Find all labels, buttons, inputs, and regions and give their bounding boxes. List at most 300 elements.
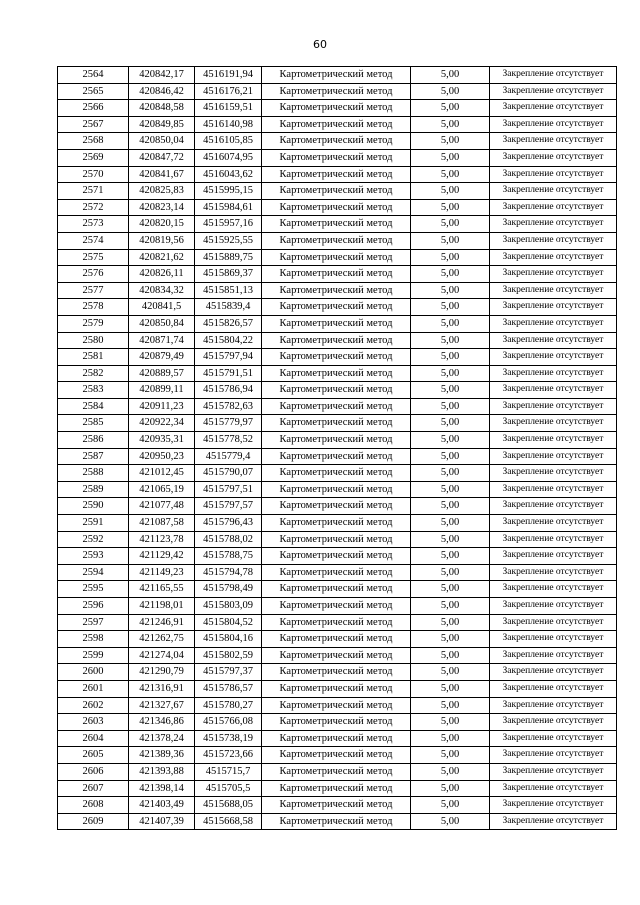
method-cell: Картометрический метод bbox=[262, 83, 411, 100]
y-coordinate-cell: 4515851,13 bbox=[195, 282, 262, 299]
status-cell: Закрепление отсутствует bbox=[490, 481, 617, 498]
point-number-cell: 2595 bbox=[58, 581, 129, 598]
method-cell: Картометрический метод bbox=[262, 282, 411, 299]
point-number-cell: 2586 bbox=[58, 432, 129, 449]
table-row bbox=[58, 315, 617, 332]
x-coordinate-cell: 421327,67 bbox=[129, 697, 195, 714]
status-cell: Закрепление отсутствует bbox=[490, 515, 617, 532]
table-row bbox=[58, 183, 617, 200]
point-number-cell: 2591 bbox=[58, 515, 129, 532]
y-coordinate-cell: 4515723,66 bbox=[195, 747, 262, 764]
status-cell: Закрепление отсутствует bbox=[490, 249, 617, 266]
point-number-cell: 2569 bbox=[58, 149, 129, 166]
y-coordinate-cell: 4515804,52 bbox=[195, 614, 262, 631]
accuracy-cell: 5,00 bbox=[411, 680, 490, 697]
y-coordinate-cell: 4515715,7 bbox=[195, 763, 262, 780]
table-row bbox=[58, 714, 617, 731]
point-number-cell: 2589 bbox=[58, 481, 129, 498]
accuracy-cell: 5,00 bbox=[411, 763, 490, 780]
method-cell: Картометрический метод bbox=[262, 631, 411, 648]
table-row bbox=[58, 780, 617, 797]
point-number-cell: 2587 bbox=[58, 448, 129, 465]
method-cell: Картометрический метод bbox=[262, 166, 411, 183]
page-number: 60 bbox=[313, 38, 327, 51]
status-cell: Закрепление отсутствует bbox=[490, 415, 617, 432]
y-coordinate-cell: 4515995,15 bbox=[195, 183, 262, 200]
accuracy-cell: 5,00 bbox=[411, 747, 490, 764]
y-coordinate-cell: 4515804,16 bbox=[195, 631, 262, 648]
x-coordinate-cell: 421262,75 bbox=[129, 631, 195, 648]
point-number-cell: 2576 bbox=[58, 266, 129, 283]
point-number-cell: 2577 bbox=[58, 282, 129, 299]
table-row bbox=[58, 515, 617, 532]
x-coordinate-cell: 421065,19 bbox=[129, 481, 195, 498]
status-cell: Закрепление отсутствует bbox=[490, 730, 617, 747]
status-cell: Закрепление отсутствует bbox=[490, 664, 617, 681]
x-coordinate-cell: 420841,5 bbox=[129, 299, 195, 316]
x-coordinate-cell: 421403,49 bbox=[129, 797, 195, 814]
point-number-cell: 2600 bbox=[58, 664, 129, 681]
status-cell: Закрепление отсутствует bbox=[490, 166, 617, 183]
point-number-cell: 2579 bbox=[58, 315, 129, 332]
accuracy-cell: 5,00 bbox=[411, 199, 490, 216]
table-row bbox=[58, 415, 617, 432]
coordinates-table bbox=[57, 66, 617, 830]
method-cell: Картометрический метод bbox=[262, 232, 411, 249]
method-cell: Картометрический метод bbox=[262, 133, 411, 150]
x-coordinate-cell: 420834,32 bbox=[129, 282, 195, 299]
accuracy-cell: 5,00 bbox=[411, 531, 490, 548]
y-coordinate-cell: 4516074,95 bbox=[195, 149, 262, 166]
y-coordinate-cell: 4515778,52 bbox=[195, 432, 262, 449]
accuracy-cell: 5,00 bbox=[411, 813, 490, 830]
table-row bbox=[58, 382, 617, 399]
point-number-cell: 2582 bbox=[58, 365, 129, 382]
y-coordinate-cell: 4516159,51 bbox=[195, 100, 262, 117]
x-coordinate-cell: 420850,84 bbox=[129, 315, 195, 332]
x-coordinate-cell: 421274,04 bbox=[129, 647, 195, 664]
method-cell: Картометрический метод bbox=[262, 216, 411, 233]
table-row bbox=[58, 598, 617, 615]
point-number-cell: 2604 bbox=[58, 730, 129, 747]
point-number-cell: 2592 bbox=[58, 531, 129, 548]
x-coordinate-cell: 421198,01 bbox=[129, 598, 195, 615]
y-coordinate-cell: 4515925,55 bbox=[195, 232, 262, 249]
table-row bbox=[58, 697, 617, 714]
y-coordinate-cell: 4515788,75 bbox=[195, 548, 262, 565]
accuracy-cell: 5,00 bbox=[411, 315, 490, 332]
y-coordinate-cell: 4515782,63 bbox=[195, 398, 262, 415]
status-cell: Закрепление отсутствует bbox=[490, 398, 617, 415]
table-row bbox=[58, 564, 617, 581]
point-number-cell: 2588 bbox=[58, 465, 129, 482]
table-row bbox=[58, 216, 617, 233]
y-coordinate-cell: 4515791,51 bbox=[195, 365, 262, 382]
table-row bbox=[58, 680, 617, 697]
point-number-cell: 2580 bbox=[58, 332, 129, 349]
status-cell: Закрепление отсутствует bbox=[490, 780, 617, 797]
point-number-cell: 2606 bbox=[58, 763, 129, 780]
status-cell: Закрепление отсутствует bbox=[490, 116, 617, 133]
status-cell: Закрепление отсутствует bbox=[490, 266, 617, 283]
table-row bbox=[58, 282, 617, 299]
y-coordinate-cell: 4515797,37 bbox=[195, 664, 262, 681]
status-cell: Закрепление отсутствует bbox=[490, 763, 617, 780]
method-cell: Картометрический метод bbox=[262, 199, 411, 216]
method-cell: Картометрический метод bbox=[262, 515, 411, 532]
status-cell: Закрепление отсутствует bbox=[490, 548, 617, 565]
method-cell: Картометрический метод bbox=[262, 382, 411, 399]
table-row bbox=[58, 299, 617, 316]
table-row bbox=[58, 365, 617, 382]
point-number-cell: 2584 bbox=[58, 398, 129, 415]
x-coordinate-cell: 420911,23 bbox=[129, 398, 195, 415]
point-number-cell: 2583 bbox=[58, 382, 129, 399]
y-coordinate-cell: 4515780,27 bbox=[195, 697, 262, 714]
accuracy-cell: 5,00 bbox=[411, 216, 490, 233]
x-coordinate-cell: 420935,31 bbox=[129, 432, 195, 449]
method-cell: Картометрический метод bbox=[262, 349, 411, 366]
point-number-cell: 2607 bbox=[58, 780, 129, 797]
status-cell: Закрепление отсутствует bbox=[490, 432, 617, 449]
accuracy-cell: 5,00 bbox=[411, 797, 490, 814]
accuracy-cell: 5,00 bbox=[411, 249, 490, 266]
x-coordinate-cell: 421378,24 bbox=[129, 730, 195, 747]
point-number-cell: 2599 bbox=[58, 647, 129, 664]
method-cell: Картометрический метод bbox=[262, 116, 411, 133]
x-coordinate-cell: 421393,88 bbox=[129, 763, 195, 780]
method-cell: Картометрический метод bbox=[262, 730, 411, 747]
table-body bbox=[58, 67, 617, 830]
y-coordinate-cell: 4515786,57 bbox=[195, 680, 262, 697]
status-cell: Закрепление отсутствует bbox=[490, 714, 617, 731]
status-cell: Закрепление отсутствует bbox=[490, 149, 617, 166]
table-row bbox=[58, 116, 617, 133]
point-number-cell: 2594 bbox=[58, 564, 129, 581]
x-coordinate-cell: 420847,72 bbox=[129, 149, 195, 166]
accuracy-cell: 5,00 bbox=[411, 730, 490, 747]
y-coordinate-cell: 4515869,37 bbox=[195, 266, 262, 283]
point-number-cell: 2578 bbox=[58, 299, 129, 316]
x-coordinate-cell: 421087,58 bbox=[129, 515, 195, 532]
accuracy-cell: 5,00 bbox=[411, 498, 490, 515]
x-coordinate-cell: 420849,85 bbox=[129, 116, 195, 133]
accuracy-cell: 5,00 bbox=[411, 448, 490, 465]
y-coordinate-cell: 4515738,19 bbox=[195, 730, 262, 747]
table-row bbox=[58, 531, 617, 548]
accuracy-cell: 5,00 bbox=[411, 564, 490, 581]
method-cell: Картометрический метод bbox=[262, 780, 411, 797]
y-coordinate-cell: 4515790,07 bbox=[195, 465, 262, 482]
y-coordinate-cell: 4516105,85 bbox=[195, 133, 262, 150]
x-coordinate-cell: 421290,79 bbox=[129, 664, 195, 681]
table-row bbox=[58, 763, 617, 780]
table-row bbox=[58, 133, 617, 150]
accuracy-cell: 5,00 bbox=[411, 133, 490, 150]
table-row bbox=[58, 349, 617, 366]
x-coordinate-cell: 421316,91 bbox=[129, 680, 195, 697]
accuracy-cell: 5,00 bbox=[411, 614, 490, 631]
accuracy-cell: 5,00 bbox=[411, 349, 490, 366]
method-cell: Картометрический метод bbox=[262, 299, 411, 316]
method-cell: Картометрический метод bbox=[262, 763, 411, 780]
x-coordinate-cell: 421129,42 bbox=[129, 548, 195, 565]
y-coordinate-cell: 4515839,4 bbox=[195, 299, 262, 316]
method-cell: Картометрический метод bbox=[262, 531, 411, 548]
accuracy-cell: 5,00 bbox=[411, 166, 490, 183]
accuracy-cell: 5,00 bbox=[411, 398, 490, 415]
method-cell: Картометрический метод bbox=[262, 614, 411, 631]
point-number-cell: 2608 bbox=[58, 797, 129, 814]
x-coordinate-cell: 420871,74 bbox=[129, 332, 195, 349]
method-cell: Картометрический метод bbox=[262, 647, 411, 664]
x-coordinate-cell: 421123,78 bbox=[129, 531, 195, 548]
table-row bbox=[58, 199, 617, 216]
accuracy-cell: 5,00 bbox=[411, 515, 490, 532]
y-coordinate-cell: 4515796,43 bbox=[195, 515, 262, 532]
y-coordinate-cell: 4516140,98 bbox=[195, 116, 262, 133]
x-coordinate-cell: 420899,11 bbox=[129, 382, 195, 399]
y-coordinate-cell: 4515804,22 bbox=[195, 332, 262, 349]
x-coordinate-cell: 421012,45 bbox=[129, 465, 195, 482]
x-coordinate-cell: 420819,56 bbox=[129, 232, 195, 249]
x-coordinate-cell: 421407,39 bbox=[129, 813, 195, 830]
method-cell: Картометрический метод bbox=[262, 149, 411, 166]
point-number-cell: 2572 bbox=[58, 199, 129, 216]
x-coordinate-cell: 421398,14 bbox=[129, 780, 195, 797]
table-row bbox=[58, 548, 617, 565]
x-coordinate-cell: 420848,58 bbox=[129, 100, 195, 117]
status-cell: Закрепление отсутствует bbox=[490, 100, 617, 117]
method-cell: Картометрический метод bbox=[262, 465, 411, 482]
accuracy-cell: 5,00 bbox=[411, 299, 490, 316]
status-cell: Закрепление отсутствует bbox=[490, 299, 617, 316]
y-coordinate-cell: 4515798,49 bbox=[195, 581, 262, 598]
method-cell: Картометрический метод bbox=[262, 697, 411, 714]
status-cell: Закрепление отсутствует bbox=[490, 365, 617, 382]
x-coordinate-cell: 420841,67 bbox=[129, 166, 195, 183]
status-cell: Закрепление отсутствует bbox=[490, 747, 617, 764]
table-row bbox=[58, 498, 617, 515]
status-cell: Закрепление отсутствует bbox=[490, 83, 617, 100]
accuracy-cell: 5,00 bbox=[411, 83, 490, 100]
y-coordinate-cell: 4515803,09 bbox=[195, 598, 262, 615]
method-cell: Картометрический метод bbox=[262, 598, 411, 615]
table-row bbox=[58, 481, 617, 498]
point-number-cell: 2601 bbox=[58, 680, 129, 697]
point-number-cell: 2593 bbox=[58, 548, 129, 565]
x-coordinate-cell: 420950,23 bbox=[129, 448, 195, 465]
y-coordinate-cell: 4515779,97 bbox=[195, 415, 262, 432]
x-coordinate-cell: 420850,04 bbox=[129, 133, 195, 150]
method-cell: Картометрический метод bbox=[262, 581, 411, 598]
method-cell: Картометрический метод bbox=[262, 100, 411, 117]
accuracy-cell: 5,00 bbox=[411, 382, 490, 399]
status-cell: Закрепление отсутствует bbox=[490, 631, 617, 648]
method-cell: Картометрический метод bbox=[262, 249, 411, 266]
table-row bbox=[58, 249, 617, 266]
table-row bbox=[58, 747, 617, 764]
status-cell: Закрепление отсутствует bbox=[490, 315, 617, 332]
x-coordinate-cell: 420826,11 bbox=[129, 266, 195, 283]
x-coordinate-cell: 421165,55 bbox=[129, 581, 195, 598]
point-number-cell: 2575 bbox=[58, 249, 129, 266]
status-cell: Закрепление отсутствует bbox=[490, 531, 617, 548]
table-row bbox=[58, 813, 617, 830]
method-cell: Картометрический метод bbox=[262, 797, 411, 814]
status-cell: Закрепление отсутствует bbox=[490, 498, 617, 515]
point-number-cell: 2574 bbox=[58, 232, 129, 249]
x-coordinate-cell: 421149,23 bbox=[129, 564, 195, 581]
point-number-cell: 2573 bbox=[58, 216, 129, 233]
y-coordinate-cell: 4515779,4 bbox=[195, 448, 262, 465]
table-row bbox=[58, 100, 617, 117]
status-cell: Закрепление отсутствует bbox=[490, 813, 617, 830]
table-row bbox=[58, 614, 617, 631]
method-cell: Картометрический метод bbox=[262, 664, 411, 681]
method-cell: Картометрический метод bbox=[262, 365, 411, 382]
status-cell: Закрепление отсутствует bbox=[490, 797, 617, 814]
status-cell: Закрепление отсутствует bbox=[490, 697, 617, 714]
status-cell: Закрепление отсутствует bbox=[490, 332, 617, 349]
y-coordinate-cell: 4515889,75 bbox=[195, 249, 262, 266]
point-number-cell: 2602 bbox=[58, 697, 129, 714]
accuracy-cell: 5,00 bbox=[411, 266, 490, 283]
method-cell: Картометрический метод bbox=[262, 564, 411, 581]
point-number-cell: 2609 bbox=[58, 813, 129, 830]
method-cell: Картометрический метод bbox=[262, 183, 411, 200]
status-cell: Закрепление отсутствует bbox=[490, 465, 617, 482]
status-cell: Закрепление отсутствует bbox=[490, 382, 617, 399]
accuracy-cell: 5,00 bbox=[411, 415, 490, 432]
y-coordinate-cell: 4515802,59 bbox=[195, 647, 262, 664]
table-row bbox=[58, 730, 617, 747]
table-row bbox=[58, 581, 617, 598]
x-coordinate-cell: 420820,15 bbox=[129, 216, 195, 233]
status-cell: Закрепление отсутствует bbox=[490, 199, 617, 216]
method-cell: Картометрический метод bbox=[262, 680, 411, 697]
method-cell: Картометрический метод bbox=[262, 315, 411, 332]
accuracy-cell: 5,00 bbox=[411, 432, 490, 449]
status-cell: Закрепление отсутствует bbox=[490, 614, 617, 631]
table-row bbox=[58, 266, 617, 283]
x-coordinate-cell: 420879,49 bbox=[129, 349, 195, 366]
status-cell: Закрепление отсутствует bbox=[490, 282, 617, 299]
accuracy-cell: 5,00 bbox=[411, 780, 490, 797]
status-cell: Закрепление отсутствует bbox=[490, 232, 617, 249]
point-number-cell: 2567 bbox=[58, 116, 129, 133]
method-cell: Картометрический метод bbox=[262, 415, 411, 432]
method-cell: Картометрический метод bbox=[262, 714, 411, 731]
table-row bbox=[58, 647, 617, 664]
accuracy-cell: 5,00 bbox=[411, 67, 490, 84]
point-number-cell: 2585 bbox=[58, 415, 129, 432]
method-cell: Картометрический метод bbox=[262, 67, 411, 84]
accuracy-cell: 5,00 bbox=[411, 365, 490, 382]
accuracy-cell: 5,00 bbox=[411, 631, 490, 648]
y-coordinate-cell: 4515788,02 bbox=[195, 531, 262, 548]
point-number-cell: 2581 bbox=[58, 349, 129, 366]
method-cell: Картометрический метод bbox=[262, 398, 411, 415]
x-coordinate-cell: 421246,91 bbox=[129, 614, 195, 631]
status-cell: Закрепление отсутствует bbox=[490, 581, 617, 598]
point-number-cell: 2605 bbox=[58, 747, 129, 764]
accuracy-cell: 5,00 bbox=[411, 647, 490, 664]
point-number-cell: 2598 bbox=[58, 631, 129, 648]
point-number-cell: 2570 bbox=[58, 166, 129, 183]
table-row bbox=[58, 797, 617, 814]
x-coordinate-cell: 420846,42 bbox=[129, 83, 195, 100]
table-row bbox=[58, 83, 617, 100]
x-coordinate-cell: 420825,83 bbox=[129, 183, 195, 200]
accuracy-cell: 5,00 bbox=[411, 232, 490, 249]
method-cell: Картометрический метод bbox=[262, 332, 411, 349]
x-coordinate-cell: 420842,17 bbox=[129, 67, 195, 84]
y-coordinate-cell: 4515797,57 bbox=[195, 498, 262, 515]
table-row bbox=[58, 332, 617, 349]
accuracy-cell: 5,00 bbox=[411, 664, 490, 681]
accuracy-cell: 5,00 bbox=[411, 697, 490, 714]
accuracy-cell: 5,00 bbox=[411, 548, 490, 565]
y-coordinate-cell: 4515786,94 bbox=[195, 382, 262, 399]
method-cell: Картометрический метод bbox=[262, 813, 411, 830]
accuracy-cell: 5,00 bbox=[411, 116, 490, 133]
status-cell: Закрепление отсутствует bbox=[490, 216, 617, 233]
accuracy-cell: 5,00 bbox=[411, 149, 490, 166]
method-cell: Картометрический метод bbox=[262, 481, 411, 498]
table-row bbox=[58, 664, 617, 681]
accuracy-cell: 5,00 bbox=[411, 465, 490, 482]
y-coordinate-cell: 4515794,78 bbox=[195, 564, 262, 581]
y-coordinate-cell: 4516191,94 bbox=[195, 67, 262, 84]
y-coordinate-cell: 4515688,05 bbox=[195, 797, 262, 814]
x-coordinate-cell: 420821,62 bbox=[129, 249, 195, 266]
x-coordinate-cell: 421077,48 bbox=[129, 498, 195, 515]
point-number-cell: 2571 bbox=[58, 183, 129, 200]
x-coordinate-cell: 420889,57 bbox=[129, 365, 195, 382]
y-coordinate-cell: 4515826,57 bbox=[195, 315, 262, 332]
point-number-cell: 2597 bbox=[58, 614, 129, 631]
accuracy-cell: 5,00 bbox=[411, 332, 490, 349]
x-coordinate-cell: 420922,34 bbox=[129, 415, 195, 432]
table-row bbox=[58, 631, 617, 648]
status-cell: Закрепление отсутствует bbox=[490, 67, 617, 84]
point-number-cell: 2564 bbox=[58, 67, 129, 84]
method-cell: Картометрический метод bbox=[262, 266, 411, 283]
status-cell: Закрепление отсутствует bbox=[490, 183, 617, 200]
y-coordinate-cell: 4515797,94 bbox=[195, 349, 262, 366]
table-row bbox=[58, 448, 617, 465]
table-row bbox=[58, 432, 617, 449]
table-row bbox=[58, 232, 617, 249]
y-coordinate-cell: 4515705,5 bbox=[195, 780, 262, 797]
status-cell: Закрепление отсутствует bbox=[490, 598, 617, 615]
table-row bbox=[58, 465, 617, 482]
method-cell: Картометрический метод bbox=[262, 747, 411, 764]
method-cell: Картометрический метод bbox=[262, 548, 411, 565]
accuracy-cell: 5,00 bbox=[411, 282, 490, 299]
status-cell: Закрепление отсутствует bbox=[490, 564, 617, 581]
table-row bbox=[58, 166, 617, 183]
point-number-cell: 2596 bbox=[58, 598, 129, 615]
status-cell: Закрепление отсутствует bbox=[490, 349, 617, 366]
status-cell: Закрепление отсутствует bbox=[490, 680, 617, 697]
accuracy-cell: 5,00 bbox=[411, 598, 490, 615]
status-cell: Закрепление отсутствует bbox=[490, 133, 617, 150]
y-coordinate-cell: 4516176,21 bbox=[195, 83, 262, 100]
accuracy-cell: 5,00 bbox=[411, 481, 490, 498]
point-number-cell: 2590 bbox=[58, 498, 129, 515]
